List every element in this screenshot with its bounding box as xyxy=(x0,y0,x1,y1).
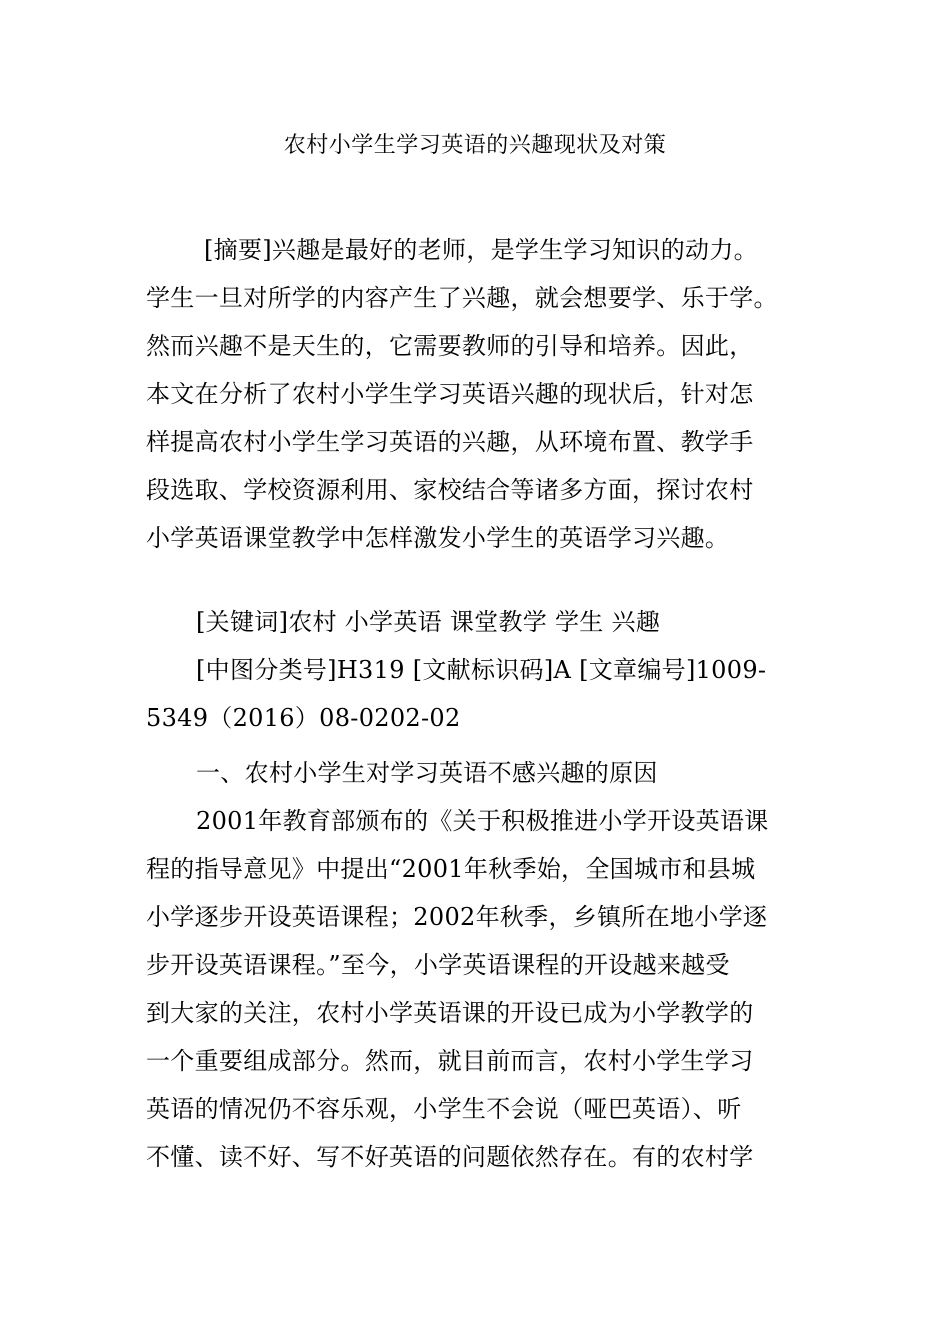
section-heading: 一、农村小学生对学习英语不感兴趣的原因 xyxy=(196,759,658,787)
abstract-line: 然而兴趣不是天生的，它需要教师的引导和培养。因此， xyxy=(146,332,754,360)
metadata-block xyxy=(146,598,806,742)
classification-line: 5349（2016）08-0202-02 xyxy=(146,704,461,732)
abstract-line: 学生一旦对所学的内容产生了兴趣，就会想要学、乐于学。 xyxy=(146,284,778,312)
body-line: 到大家的关注，农村小学英语课的开设已成为小学教学的 xyxy=(146,999,754,1027)
body-line: 步开设英语课程。”至今，小学英语课程的开设越来越受 xyxy=(146,951,730,979)
body-line: 小学逐步开设英语课程；2002年秋季，乡镇所在地小学逐 xyxy=(146,903,768,931)
body-line: 程的指导意见》中提出“2001年秋季始，全国城市和县城 xyxy=(146,855,756,883)
section-block xyxy=(146,749,806,1181)
abstract-line: 样提高农村小学生学习英语的兴趣，从环境布置、教学手 xyxy=(146,428,754,456)
abstract-line: [摘要]兴趣是最好的老师，是学生学习知识的动力。 xyxy=(204,236,758,264)
keywords-line: [关键词]农村 小学英语 课堂教学 学生 兴趣 xyxy=(196,608,661,636)
abstract-paragraph xyxy=(146,226,806,562)
abstract-line: 小学英语课堂教学中怎样激发小学生的英语学习兴趣。 xyxy=(146,524,730,552)
document-title: 农村小学生学习英语的兴趣现状及对策 xyxy=(283,133,667,158)
body-line: 不懂、读不好、写不好英语的问题依然存在。有的农村学 xyxy=(146,1143,754,1171)
classification-line: [中图分类号]H319 [文献标识码]A [文章编号]1009- xyxy=(196,656,767,684)
body-line: 英语的情况仍不容乐观，小学生不会说（哑巴英语）、听 xyxy=(146,1095,742,1123)
abstract-line: 本文在分析了农村小学生学习英语兴趣的现状后，针对怎 xyxy=(146,380,754,408)
abstract-line: 段选取、学校资源利用、家校结合等诸多方面，探讨农村 xyxy=(146,476,754,504)
body-line: 2001年教育部颁布的《关于积极推进小学开设英语课 xyxy=(196,807,769,835)
body-line: 一个重要组成部分。然而，就目前而言，农村小学生学习 xyxy=(146,1047,754,1075)
